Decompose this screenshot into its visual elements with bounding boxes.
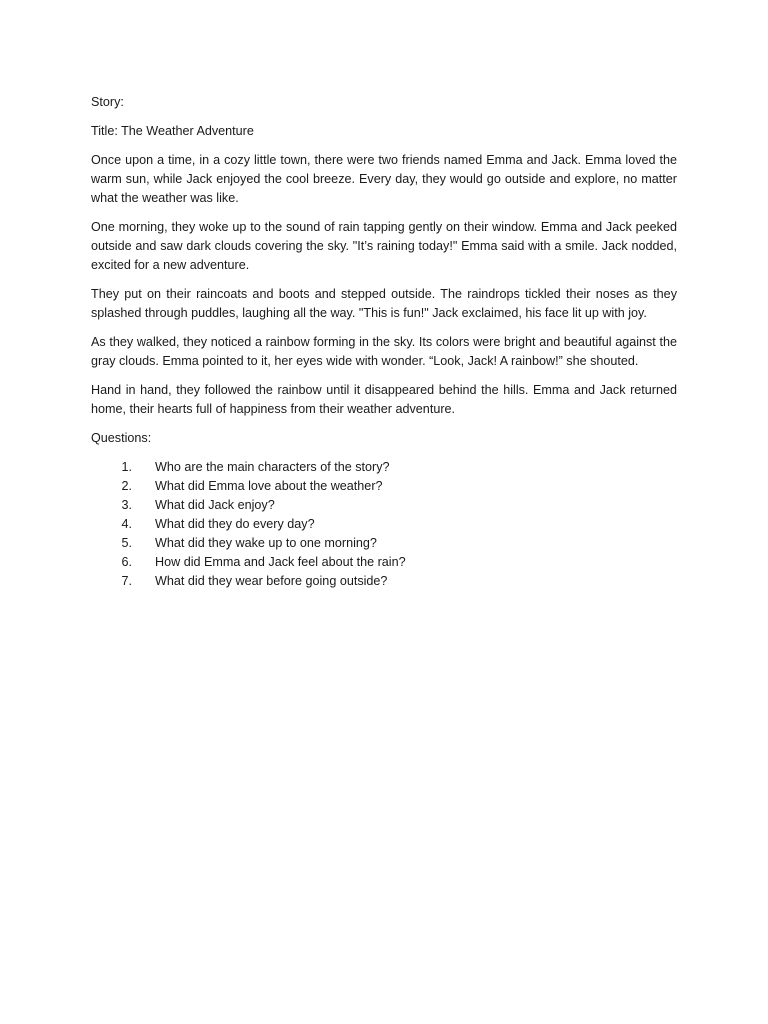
question-item xyxy=(91,553,677,572)
question-text: How did Emma and Jack feel about the rain? xyxy=(155,555,406,569)
question-item xyxy=(91,572,677,591)
question-text: What did they wake up to one morning? xyxy=(155,536,377,550)
question-text: Who are the main characters of the story? xyxy=(155,460,390,474)
story-paragraph: As they walked, they noticed a rainbow forming in the sky. Its colors were bright and beautiful against the gray clouds. Emma pointed to it, her eyes wide with wonder. “Look, Jack! A rainbow!” she shouted. xyxy=(91,335,677,368)
question-number: 2. xyxy=(121,479,132,493)
question-text: What did Emma love about the weather? xyxy=(155,479,383,493)
story-paragraph: They put on their raincoats and boots and stepped outside. The raindrops tickled their noses as they splashed through puddles, laughing all the way. "This is fun!" Jack exclaimed, his face lit up with joy. xyxy=(91,287,677,320)
question-number: 3. xyxy=(121,498,132,512)
question-number: 7. xyxy=(121,574,132,588)
question-item xyxy=(91,477,677,496)
story-paragraph: Hand in hand, they followed the rainbow until it disappeared behind the hills. Emma and Jack returned home, their hearts full of happiness from their weather adventure. xyxy=(91,383,677,416)
question-text: What did Jack enjoy? xyxy=(155,498,275,512)
question-number: 1. xyxy=(121,460,132,474)
story-paragraph: Once upon a time, in a cozy little town, there were two friends named Emma and Jack. Emma loved the warm sun, while Jack enjoyed the cool breeze. Every day, they would go outside and explore, no matter what the weather was like. xyxy=(91,153,677,205)
question-item xyxy=(91,458,677,477)
question-item xyxy=(91,534,677,553)
question-text: What did they do every day? xyxy=(155,517,315,531)
question-text: What did they wear before going outside? xyxy=(155,574,388,588)
question-item xyxy=(91,515,677,534)
story-title: Title: The Weather Adventure xyxy=(91,124,254,138)
questions-list xyxy=(91,458,677,591)
question-number: 5. xyxy=(121,536,132,550)
question-item xyxy=(91,496,677,515)
document-body xyxy=(91,93,677,591)
question-number: 6. xyxy=(121,555,132,569)
question-number: 4. xyxy=(121,517,132,531)
questions-label: Questions: xyxy=(91,431,152,445)
story-paragraph: One morning, they woke up to the sound of rain tapping gently on their window. Emma and Jack peeked outside and saw dark clouds covering the sky. "It’s raining today!" Emma said with a smile. Jack nodded, excited for a new adventure. xyxy=(91,220,677,272)
story-label: Story: xyxy=(91,95,124,109)
